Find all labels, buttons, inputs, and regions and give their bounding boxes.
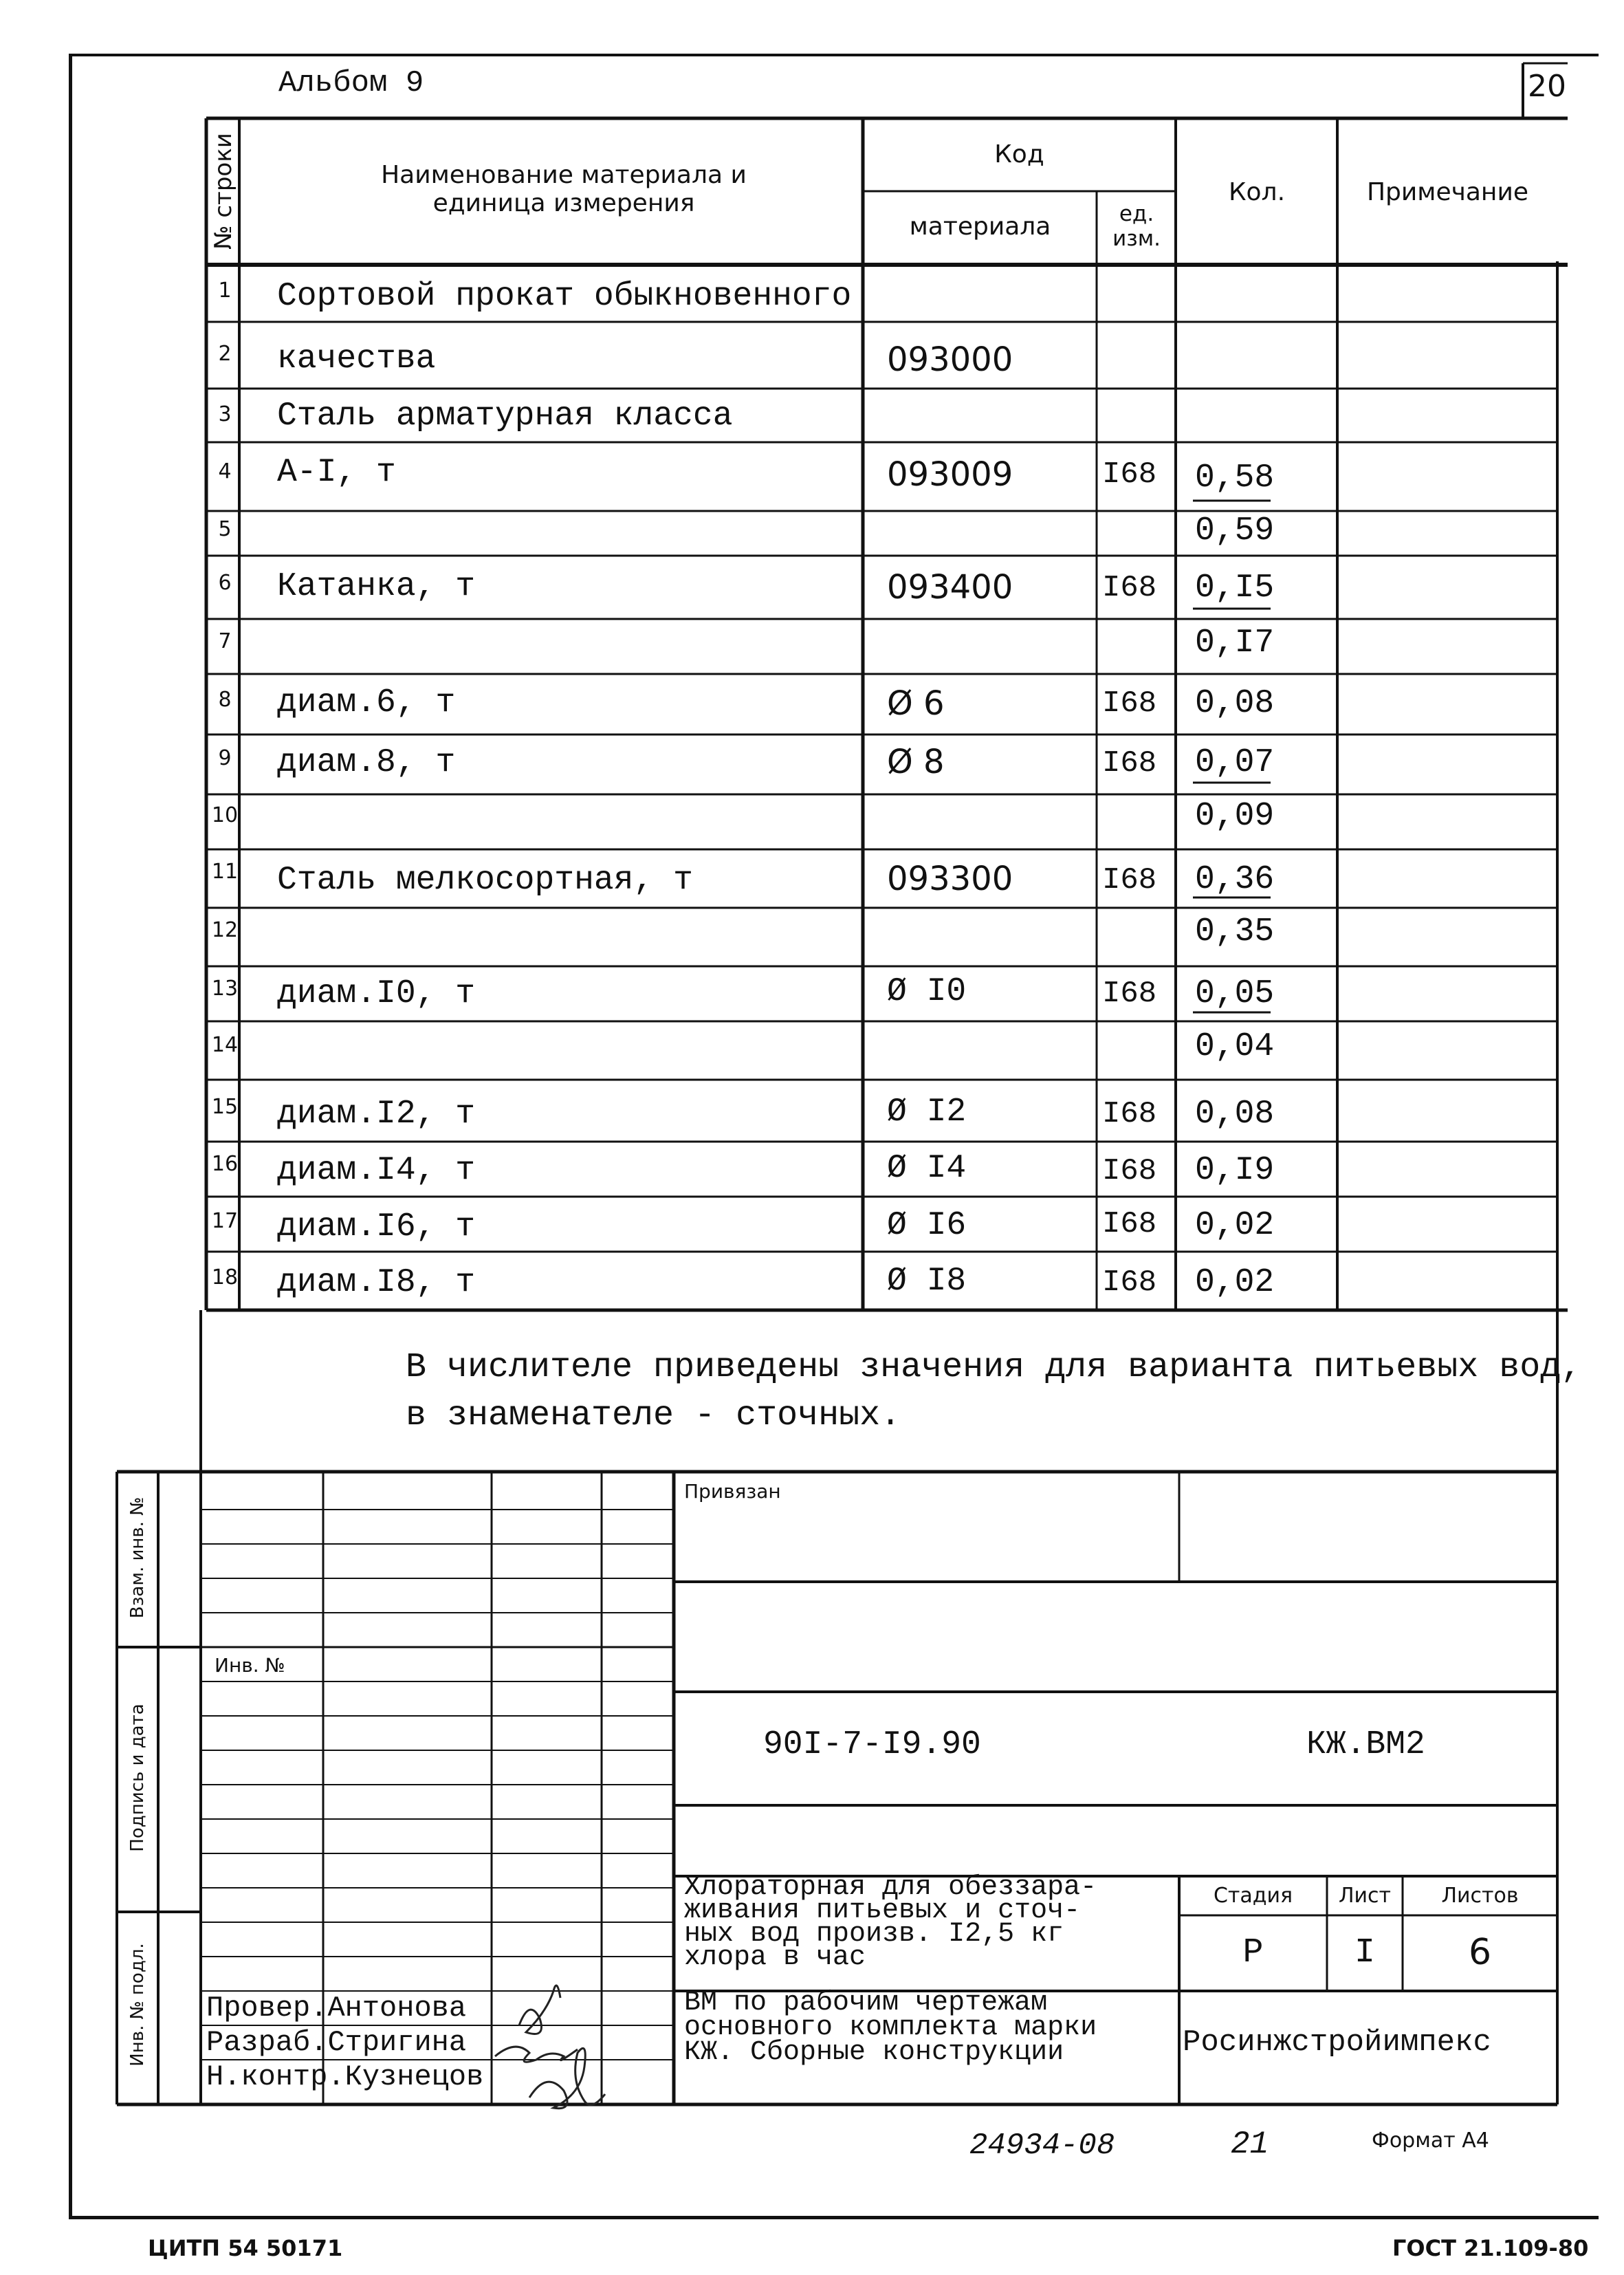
signer-role: Разраб. [206, 2026, 328, 2059]
row-unit: I68 [1102, 977, 1157, 1011]
row-qty: 0,02 [1195, 1207, 1275, 1244]
row-code: Ø I6 [887, 1207, 967, 1244]
row-number: 16 [211, 1152, 239, 1176]
row-qty: 0,35 [1195, 913, 1275, 950]
row-number: 9 [218, 746, 232, 770]
row-number: 4 [218, 459, 232, 483]
row-name: диам.I6, т [277, 1208, 476, 1245]
row-name: качества [277, 340, 436, 378]
album-label: Альбом 9 [278, 66, 424, 100]
row-qty: 0,36 [1195, 861, 1275, 898]
column-header-code: Код [994, 140, 1044, 169]
sheets-value: 6 [1468, 1932, 1492, 1974]
row-number: 12 [211, 918, 239, 942]
privyazan-label: Привязан [684, 1480, 781, 1503]
signer-name: Кузнецов [344, 2060, 484, 2093]
sheets-label: Листов [1441, 1883, 1519, 1908]
row-code: Ø I8 [887, 1263, 967, 1300]
row-number: 13 [211, 977, 239, 1001]
archive-number: 24934-08 [969, 2129, 1115, 2163]
row-unit: I68 [1102, 457, 1157, 492]
row-code: Ø I4 [887, 1150, 967, 1187]
signature-antonova [519, 1985, 560, 2034]
archive-sheet-number: 21 [1231, 2126, 1269, 2162]
row-unit: I68 [1102, 1207, 1157, 1241]
row-number: 6 [218, 571, 232, 595]
row-name: Сортовой прокат обыкновенного [277, 278, 852, 315]
row-name: диам.I8, т [277, 1264, 476, 1301]
column-header-qty: Кол. [1228, 178, 1286, 207]
column-header-note: Примечание [1366, 178, 1529, 207]
footnote-line-2: в знаменателе - сточных. [406, 1396, 901, 1435]
row-name: диам.I4, т [277, 1152, 476, 1189]
left-code: ЦИТП 54 50171 [148, 2235, 343, 2261]
row-unit: I68 [1102, 746, 1157, 781]
row-number: 2 [218, 342, 232, 366]
object-title-line: ных вод произв. I2,5 кг [684, 1919, 1064, 1950]
row-qty: 0,05 [1195, 975, 1275, 1012]
row-code: 093300 [887, 860, 1013, 898]
row-name: диам.8, т [277, 744, 456, 781]
format-label: Формат А4 [1372, 2129, 1489, 2153]
object-title-line: Хлораторная для обеззара- [684, 1872, 1097, 1903]
organization: Росинжстройимпекс [1183, 2025, 1491, 2060]
row-unit: I68 [1102, 863, 1157, 897]
object-title-line: хлора в час [684, 1942, 866, 1973]
row-qty: 0,I7 [1195, 624, 1275, 662]
column-header-name: Наименование материала и единица измерения [381, 160, 747, 217]
description-line: КЖ. Сборные конструкции [684, 2037, 1064, 2068]
row-qty: 0,08 [1195, 1096, 1275, 1133]
row-name: Катанка, т [277, 568, 476, 605]
signer-role: Провер. [206, 1992, 328, 2025]
column-header-row-no: № строки [210, 133, 237, 250]
row-name: диам.6, т [277, 684, 456, 721]
row-number: 8 [218, 688, 232, 712]
object-title-line: живания питьевых и сточ- [684, 1895, 1081, 1926]
page-number: 20 [1528, 69, 1566, 104]
row-name: диам.I0, т [277, 975, 476, 1012]
row-name: Сталь мелкосортная, т [277, 862, 693, 899]
row-unit: I68 [1102, 571, 1157, 605]
doc-code: 90I-7-I9.90 [763, 1726, 981, 1763]
row-unit: I68 [1102, 1154, 1157, 1188]
doc-mark: КЖ.ВМ2 [1306, 1726, 1425, 1763]
row-code: 093000 [887, 340, 1013, 379]
row-number: 1 [218, 279, 232, 303]
row-qty: 0,09 [1195, 798, 1275, 835]
column-header-code-material: материала [909, 213, 1051, 241]
side-label-inv-podl: Инв. № подл. [127, 1943, 148, 2067]
footnote-line-1: В числителе приведены значения для варианта питьевых вод, [406, 1348, 1582, 1387]
row-code: Ø I0 [887, 973, 967, 1010]
sheet-value: I [1354, 1933, 1375, 1973]
row-code: Ø I2 [887, 1093, 967, 1131]
row-number: 7 [218, 629, 232, 653]
row-number: 15 [211, 1095, 239, 1119]
row-name: А-I, т [277, 454, 396, 491]
row-qty: 0,I5 [1195, 569, 1275, 607]
row-qty: 0,02 [1195, 1264, 1275, 1301]
stage-label: Стадия [1213, 1883, 1293, 1908]
row-qty: 0,04 [1195, 1028, 1275, 1065]
row-unit: I68 [1102, 1265, 1157, 1300]
row-number: 5 [218, 517, 232, 541]
row-code: 093009 [887, 455, 1013, 494]
row-code: Ø 8 [887, 743, 945, 781]
row-name: диам.I2, т [277, 1096, 476, 1133]
row-code: 093400 [887, 568, 1013, 607]
inv-no-label: Инв. № [215, 1654, 285, 1677]
row-code: Ø 6 [887, 684, 945, 723]
row-number: 14 [211, 1033, 239, 1057]
gost-label: ГОСТ 21.109-80 [1392, 2235, 1589, 2261]
signer-name: Антонова [327, 1992, 467, 2025]
sheet-label: Лист [1338, 1883, 1392, 1908]
stage-value: Р [1242, 1933, 1264, 1973]
row-number: 18 [211, 1265, 239, 1289]
row-qty: 0,08 [1195, 685, 1275, 722]
document-description [684, 1988, 1097, 2068]
side-label-podpis: Подпись и дата [127, 1703, 148, 1852]
row-qty: 0,58 [1195, 459, 1275, 497]
row-unit: I68 [1102, 1097, 1157, 1131]
row-name: Сталь арматурная класса [277, 398, 733, 435]
description-line: основного комплекта марки [684, 2012, 1097, 2043]
signer-name: Стригина [327, 2026, 467, 2059]
row-number: 3 [218, 402, 232, 426]
side-label-vzam: Взам. инв. № [127, 1496, 148, 1619]
signer-role: Н.контр. [206, 2060, 345, 2093]
description-line: ВМ по рабочим чертежам [684, 1988, 1048, 2018]
row-qty: 0,I9 [1195, 1152, 1275, 1189]
row-qty: 0,59 [1195, 512, 1275, 549]
row-unit: I68 [1102, 686, 1157, 721]
row-number: 10 [211, 803, 239, 827]
column-header-code-unit: ед. изм. [1112, 202, 1161, 251]
signature-strigina [495, 2047, 578, 2062]
row-qty: 0,07 [1195, 744, 1275, 781]
row-number: 11 [211, 860, 239, 884]
row-number: 17 [211, 1209, 239, 1233]
